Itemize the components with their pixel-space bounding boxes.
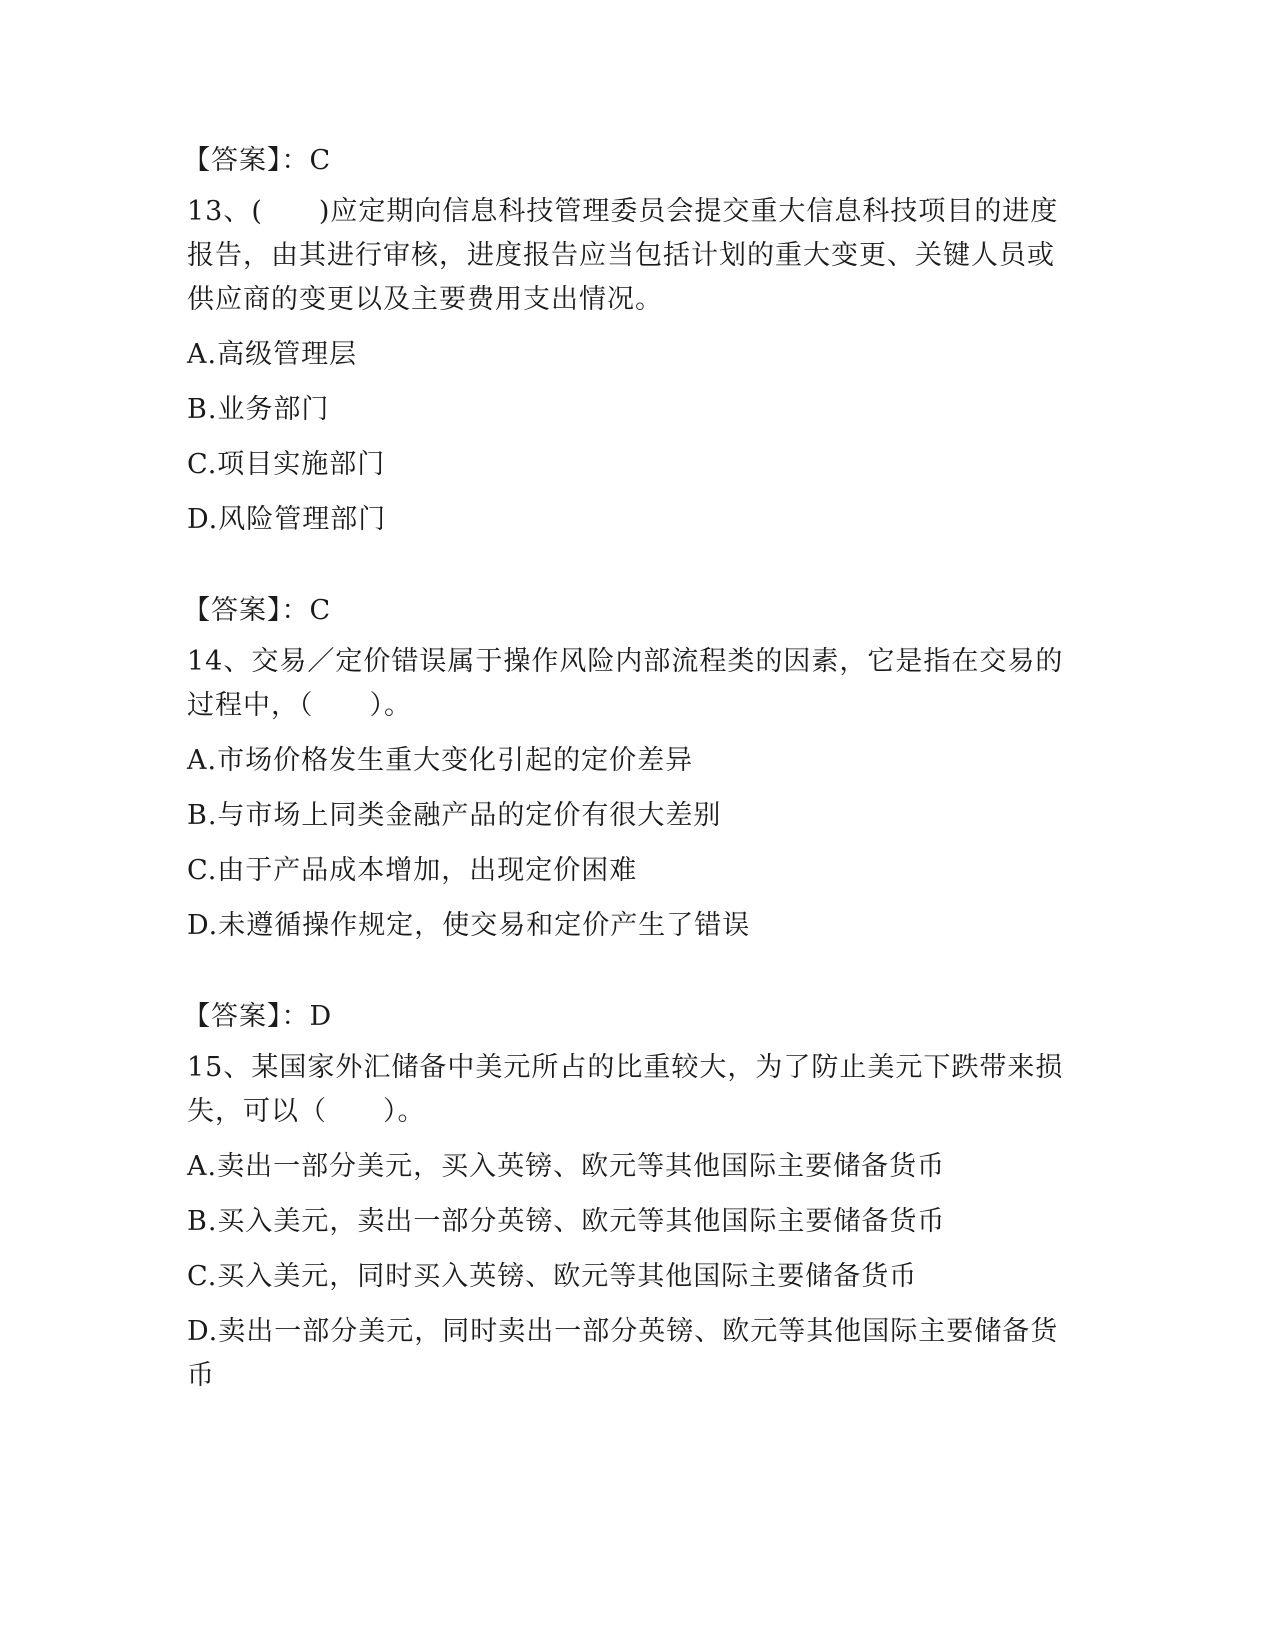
question-13-option-a: A.高级管理层 <box>187 339 358 370</box>
answer-13: 【答案】：C <box>183 595 332 626</box>
question-13-option-b: B.业务部门 <box>187 394 330 425</box>
question-15-option-a: A.卖出一部分美元，买入英镑、欧元等其他国际主要储备货币 <box>187 1151 946 1182</box>
question-15-option-d: D.卖出一部分美元，同时卖出一部分英镑、欧元等其他国际主要储备货币 <box>187 1316 1059 1391</box>
question-14-option-d: D.未遵循操作规定，使交易和定价产生了错误 <box>187 910 751 941</box>
question-14: 14、交易／定价错误属于操作风险内部流程类的因素，它是指在交易的过程中，（ ）。 <box>187 646 1064 721</box>
answer-14: 【答案】：D <box>183 1001 333 1032</box>
answer-12: 【答案】：C <box>183 145 332 176</box>
question-14-option-b: B.与市场上同类金融产品的定价有很大差别 <box>187 800 722 831</box>
spacer <box>187 948 1067 996</box>
spacer <box>187 542 1067 590</box>
question-15-option-c: C.买入美元，同时买入英镑、欧元等其他国际主要储备货币 <box>187 1261 918 1292</box>
question-14-option-a: A.市场价格发生重大变化引起的定价差异 <box>187 745 694 776</box>
question-13: 13、( )应定期向信息科技管理委员会提交重大信息科技项目的进度报告，由其进行审核，进度报告应当包括计划的重大变更、关键人员或供应商的变更以及主要费用支出情况。 <box>187 196 1059 315</box>
question-13-option-d: D.风险管理部门 <box>187 504 387 535</box>
question-14-option-c: C.由于产品成本增加，出现定价困难 <box>187 855 638 886</box>
question-13-option-c: C.项目实施部门 <box>187 449 386 480</box>
question-15: 15、某国家外汇储备中美元所占的比重较大，为了防止美元下跌带来损失，可以（ ）。 <box>187 1052 1064 1127</box>
question-15-option-b: B.买入美元，卖出一部分英镑、欧元等其他国际主要储备货币 <box>187 1206 946 1237</box>
page-content <box>183 140 1067 1398</box>
